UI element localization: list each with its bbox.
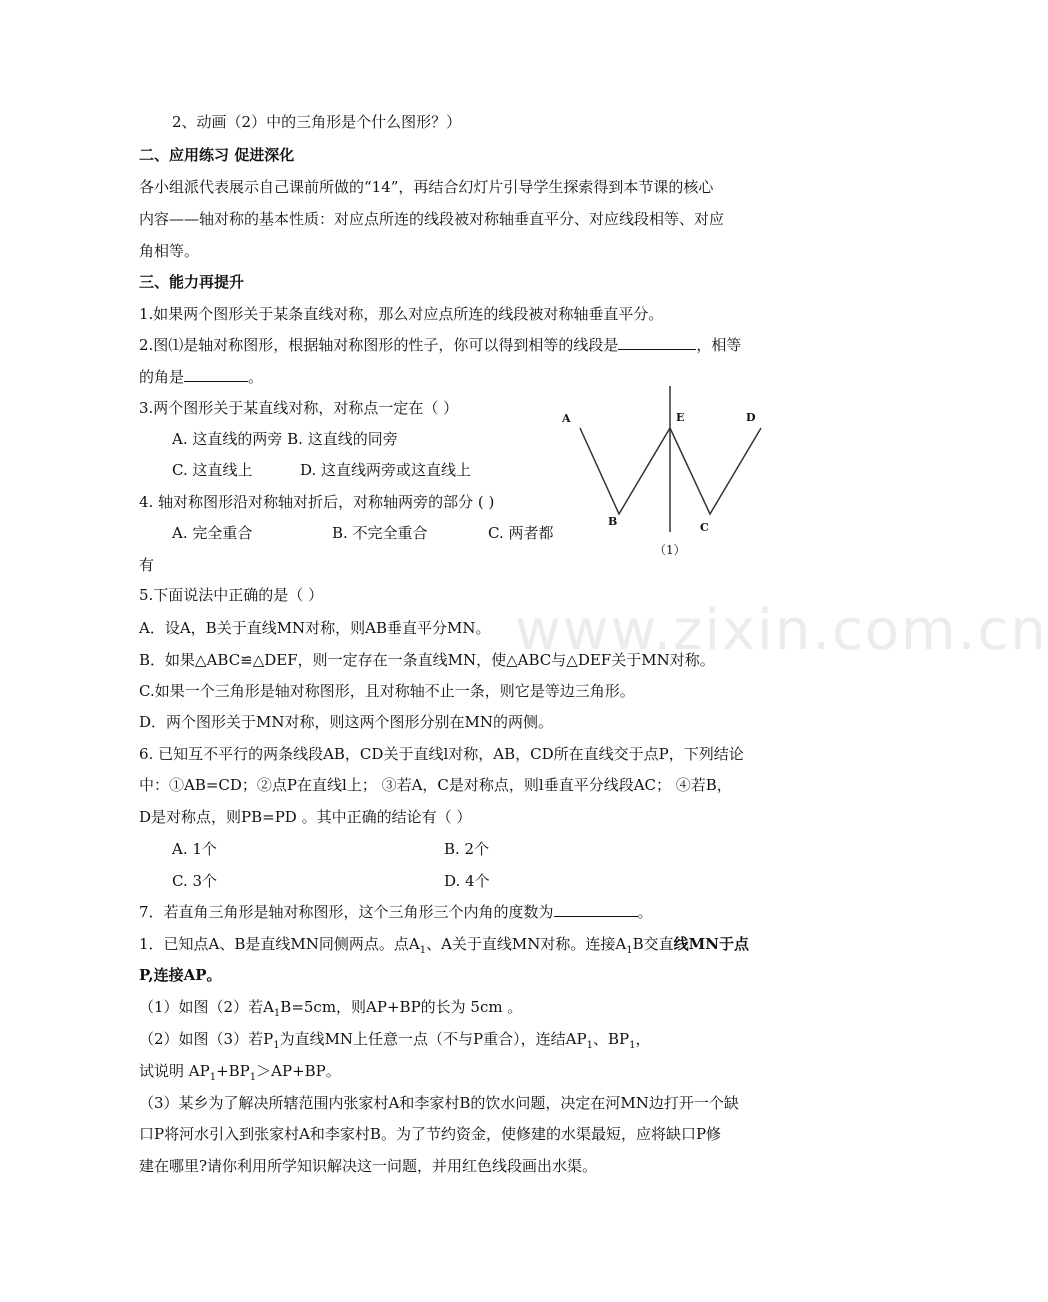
question-line xyxy=(139,902,653,922)
exercise-line xyxy=(139,1029,650,1049)
question-text: 。 xyxy=(248,368,264,386)
question-line: 3.两个图形关于某直线对称，对称点一定在（ ） xyxy=(139,399,459,417)
exercise-text: 、A关于直线MN对称。连接A xyxy=(426,935,627,953)
question-line: 4. 轴对称图形沿对称轴对折后，对称轴两旁的部分 ( ) xyxy=(139,493,495,511)
point-label-b: B xyxy=(608,515,618,528)
question-line xyxy=(139,367,263,387)
point-label-e: E xyxy=(676,411,685,424)
option-line: 有 xyxy=(139,556,155,574)
exercise-text: （2）如图（3）若P xyxy=(139,1030,274,1048)
figure-caption: （1） xyxy=(654,543,686,557)
option-line: A. 完全重合 xyxy=(172,524,253,542)
exercise-text: +BP xyxy=(216,1062,250,1080)
option-line: B. 不完全重合 xyxy=(332,524,428,542)
paragraph-line: 各小组派代表展示自己课前所做的“14”，再结合幻灯片引导学生探索得到本节课的核心 xyxy=(139,178,714,196)
question-text: 。 xyxy=(637,903,653,921)
exercise-bold-text: 线MN于点 xyxy=(673,935,749,953)
exercise-text: B=5cm，则AP+BP的长为 5cm 。 xyxy=(280,998,523,1016)
question-line: 1.如果两个图形关于某条直线对称，那么对应点所连的线段被对称轴垂直平分。 xyxy=(139,305,664,323)
exercise-text: 、BP xyxy=(592,1030,630,1048)
exercise-line xyxy=(139,934,749,954)
answer-blank xyxy=(618,335,696,350)
exercise-line: （3）某乡为了解决所辖范围内张家村A和李家村B的饮水问题，决定在河MN边打开一个缺 xyxy=(139,1094,739,1112)
option-line: C. 这直线上 xyxy=(172,461,253,479)
exercise-line xyxy=(139,1061,341,1081)
question-text: 2.图⑴是轴对称图形，根据轴对称图形的性子，你可以得到相等的线段是 xyxy=(139,336,619,354)
exercise-text: 1．已知点A、B是直线MN同侧两点。点A xyxy=(139,935,420,953)
point-label-c: C xyxy=(700,521,709,534)
subscript: 1 xyxy=(419,945,427,956)
question-line xyxy=(139,335,741,355)
option-line: A. 这直线的两旁 B. 这直线的同旁 xyxy=(172,430,398,448)
exercise-text: （1）如图（2）若A xyxy=(139,998,274,1016)
symmetry-figure xyxy=(556,384,776,564)
option-line: B．如果△ABC≌△DEF，则一定存在一条直线MN，使△ABC与△DEF关于MN对称。 xyxy=(139,651,715,669)
option-line: D. 这直线两旁或这直线上 xyxy=(300,461,472,479)
question-line: 6. 已知互不平行的两条线段AB，CD关于直线l对称，AB，CD所在直线交于点P，下列结论 xyxy=(139,745,744,763)
option-line: C. 3个 xyxy=(172,872,218,890)
option-line: C. 两者都 xyxy=(488,524,554,542)
exercise-line: 建在哪里?请你利用所学知识解决这一问题，并用红色线段画出水渠。 xyxy=(139,1157,598,1175)
subscript: 1 xyxy=(249,1072,257,1083)
answer-blank xyxy=(554,902,638,917)
subscript: 1 xyxy=(209,1072,217,1083)
question-line: D是对称点，则PB=PD 。其中正确的结论有（ ） xyxy=(139,808,472,826)
exercise-text: ＞AP+BP。 xyxy=(256,1062,341,1080)
question-text: 的角是 xyxy=(139,368,185,386)
question-text: 7．若直角三角形是轴对称图形，这个三角形三个内角的度数为 xyxy=(139,903,554,921)
option-line: C.如果一个三角形是轴对称图形，且对称轴不止一条，则它是等边三角形。 xyxy=(139,682,635,700)
exercise-text: ， xyxy=(635,1030,651,1048)
exercise-line: 口P将河水引入到张家村A和李家村B。为了节约资金，使修建的水渠最短，应将缺口P修 xyxy=(139,1125,722,1143)
question-line: 5.下面说法中正确的是（ ） xyxy=(139,586,324,604)
option-line: D. 4个 xyxy=(444,872,490,890)
subscript: 1 xyxy=(586,1040,593,1051)
point-label-a: A xyxy=(562,412,571,425)
question-line: 2、动画（2）中的三角形是个什么图形？） xyxy=(172,113,462,131)
section-heading: 三、能力再提升 xyxy=(139,273,245,291)
question-line: 中：①AB=CD；②点P在直线l上； ③若A，C是对称点，则l垂直平分线段AC； ④若B， xyxy=(139,776,732,794)
subscript: 1 xyxy=(273,1008,281,1019)
option-line: D．两个图形关于MN对称，则这两个图形分别在MN的两侧。 xyxy=(139,713,553,731)
point-label-d: D xyxy=(746,411,756,424)
question-text: ，相等 xyxy=(696,336,742,354)
paragraph-line: 角相等。 xyxy=(139,242,200,260)
exercise-text: B交直 xyxy=(632,935,674,953)
subscript: 1 xyxy=(273,1040,280,1051)
watermark: www.zixin.com.cn xyxy=(515,598,1048,663)
option-line: B. 2个 xyxy=(444,840,490,858)
section-heading: 二、应用练习 促进深化 xyxy=(139,146,295,164)
option-line: A. 1个 xyxy=(172,840,217,858)
exercise-line: P,连接AP。 xyxy=(139,966,222,984)
exercise-text: 为直线MN上任意一点（不与P重合），连结AP xyxy=(279,1030,587,1048)
option-line: A．设A，B关于直线MN对称，则AB垂直平分MN。 xyxy=(139,619,491,637)
exercise-line xyxy=(139,997,522,1017)
exercise-text: 试说明 AP xyxy=(139,1062,210,1080)
paragraph-line: 内容——轴对称的基本性质：对应点所连的线段被对称轴垂直平分、对应线段相等、对应 xyxy=(139,210,725,228)
answer-blank xyxy=(184,367,248,382)
subscript: 1 xyxy=(629,1040,636,1051)
subscript: 1 xyxy=(626,945,633,956)
